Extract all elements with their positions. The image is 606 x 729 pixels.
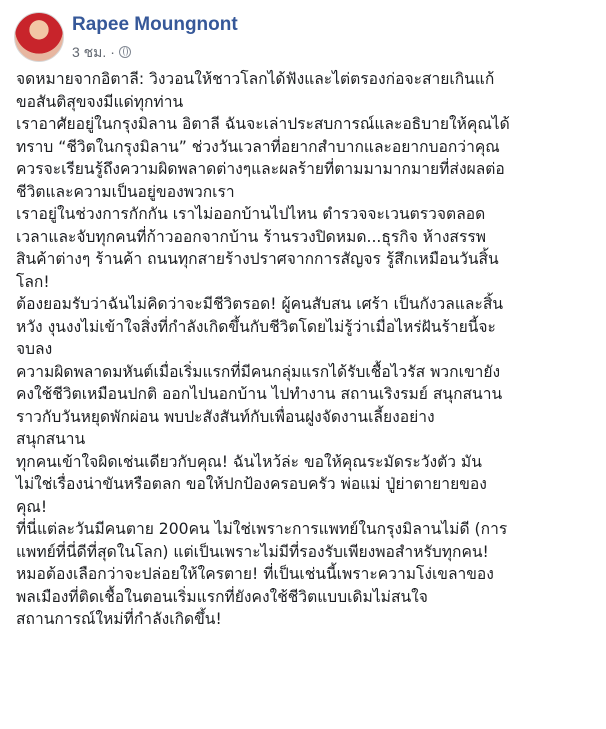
post-text-line: ทุกคนเข้าใจผิดเช่นเดียวกับคุณ! ฉันไหว้ล่ะ ขอให้คุณระมัดระวังตัว มัน: [16, 452, 482, 471]
post-text-line: ราวกับวันหยุดพักผ่อน พบปะสังสันท์กับเพื่อนฝูงจัดงานเลี้ยงอย่าง: [16, 407, 435, 426]
post-text-line: สนุกสนาน: [16, 430, 86, 448]
post-text-line: พลเมืองที่ติดเชื้อในตอนเริ่มแรกที่ยังคงใช้ชีวิตแบบเดิมไม่สนใจ: [16, 587, 428, 606]
post-text-line: จดหมายจากอิตาลี: วิงวอนให้ชาวโลกได้ฟังและไต่ตรองก่อจะสายเกินแก้: [16, 70, 495, 88]
post-text-line: ต้องยอมรับว่าฉันไม่คิดว่าจะมีชีวิตรอด! ผู้คนสับสน เศร้า เป็นกังวลและสิ้น: [16, 295, 503, 313]
post-text-line: เวลาและจับทุกคนที่ก้าวออกจากบ้าน ร้านรวงปิดหมด...ธุรกิจ ห้างสรรพ: [16, 227, 486, 246]
post-text-line: ที่นี่แต่ละวันมีคนตาย 200คน ไม่ใช่เพราะการแพทย์ในกรุงมิลานไม่ดี (การ: [16, 520, 508, 538]
post-text-line: คงใช้ชีวิตเหมือนปกติ ออกไปนอกบ้าน ไปทำงาน สถานเริงรมย์ สนุกสนาน: [16, 385, 503, 403]
post-text-line: จบลง: [16, 340, 53, 358]
post-text-line: เราอยู่ในช่วงการกักกัน เราไม่ออกบ้านไปไหน ตำรวจจะเวนตรวจตลอด: [16, 205, 486, 223]
post-text-line: สถานการณ์ใหม่ที่กำลังเกิดขึ้น!: [16, 610, 222, 628]
post-text-line: ทราบ “ชีวิตในกรุงมิลาน” ช่วงวันเวลาที่อยากสำบากและอยากบอกว่าคุณ: [16, 137, 500, 156]
post-body: [16, 68, 600, 631]
post-text-line: สินค้าต่างๆ ร้านค้า ถนนทุกสายร้างปราศจากการสัญจร รู้สึกเหมือนวันสิ้น: [16, 250, 499, 268]
author-name[interactable]: Rapee Moungnont: [72, 14, 238, 35]
post-text-line: ความผิดพลาดมหันต์เมื่อเริ่มแรกที่มีคนกลุ่มแรกได้รับเชื้อไวรัส พวกเขายัง: [16, 362, 501, 381]
globe-icon[interactable]: [119, 46, 131, 58]
post-text-line: เราอาศัยอยู่ในกรุงมิลาน อิตาลี ฉันจะเล่าประสบการณ์และอธิบายให้คุณได้: [16, 115, 510, 133]
meta-separator: ·: [110, 44, 115, 60]
post-text-line: โลก!: [16, 272, 50, 291]
post-text-line: ขอสันติสุขจงมีแด่ทุกท่าน: [16, 92, 184, 111]
post-header: [10, 10, 590, 66]
post-text-line: คุณ!: [16, 497, 48, 516]
post-timestamp[interactable]: 3 ชม.: [72, 44, 107, 60]
post-text-line: หมอต้องเลือกว่าจะปล่อยให้ใครตาย! ที่เป็นเช่นนี้เพราะความโง่เขลาของ: [16, 565, 494, 583]
post-meta: [72, 42, 131, 64]
post-text-line: ควรจะเรียนรู้ถึงความผิดพลาดต่างๆและผลร้ายที่ตามมามากมายที่ส่งผลต่อ: [16, 160, 505, 178]
post-text-line: ไม่ใช่เรื่องน่าขันหรือตลก ขอให้ปกป้องครอบครัว พ่อแม่ ปู่ย่าตายายของ: [16, 475, 487, 493]
post-text-line: ชีวิตและความเป็นอยู่ของพวกเรา: [16, 182, 235, 201]
author-avatar[interactable]: [14, 12, 64, 62]
post-text-line: แพทย์ที่นี่ดีที่สุดในโลก) แต่เป็นเพราะไม่มีที่รองรับเพียงพอสำหรับทุกคน!: [16, 542, 489, 561]
post-text-line: หวัง งุนงงไม่เข้าใจสิ่งที่กำลังเกิดขึ้นกับชีวิตโดยไม่รู้ว่าเมื่อไหร่ฝันร้ายนี้จะ: [16, 317, 496, 336]
